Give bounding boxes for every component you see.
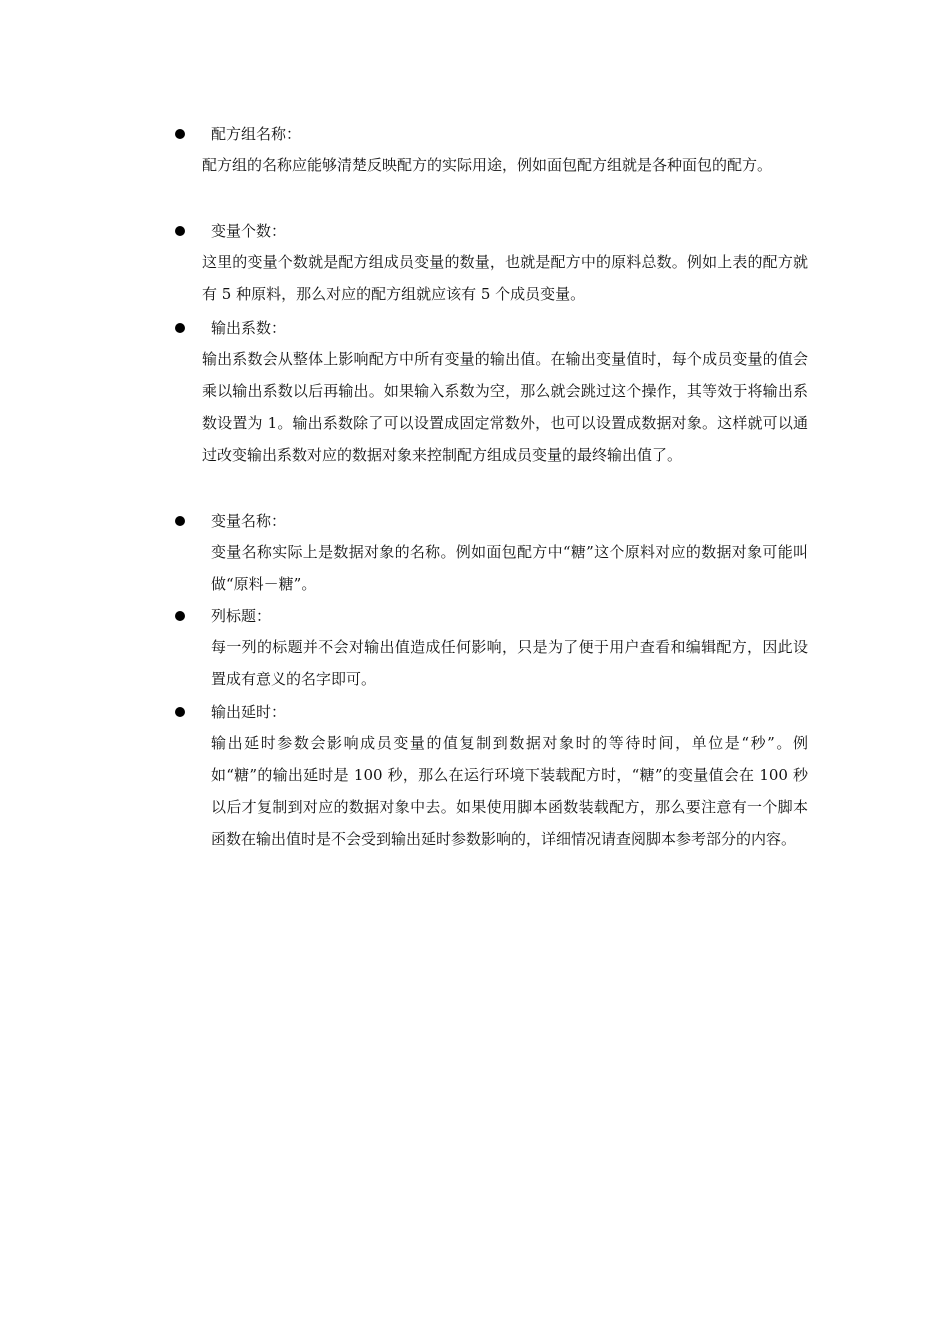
section-heading: 变量个数：	[211, 222, 287, 240]
section-body: 输出延时参数会影响成员变量的值复制到数据对象时的等待时间，单位是“秒”。例如“糖”的输出延时是 100 秒，那么在运行环境下装载配方时，“糖”的变量值会在 100 秒以后才复制到对应的数据对象中去。如果使用脚本函数装载配方，那么要注意有一个脚本函数在输出值时是不会受到输出延时参数影响的，详细情况请查阅脚本参考部分的内容。	[211, 734, 808, 848]
bullet-icon	[175, 226, 185, 236]
section-body: 配方组的名称应能够清楚反映配方的实际用途，例如面包配方组就是各种面包的配方。	[202, 156, 773, 174]
section-body: 每一列的标题并不会对输出值造成任何影响，只是为了便于用户查看和编辑配方，因此设置成有意义的名字即可。	[211, 638, 808, 688]
section-heading: 输出延时：	[211, 703, 287, 721]
bullet-icon	[175, 516, 185, 526]
section-heading: 输出系数：	[211, 319, 287, 337]
section-heading: 配方组名称：	[211, 125, 302, 143]
bullet-icon	[175, 323, 185, 333]
section-heading: 列标题：	[211, 607, 272, 625]
section-body: 这里的变量个数就是配方组成员变量的数量，也就是配方中的原料总数。例如上表的配方就有 5 种原料，那么对应的配方组就应该有 5 个成员变量。	[202, 253, 808, 303]
bullet-icon	[175, 611, 185, 621]
section-body: 输出系数会从整体上影响配方中所有变量的输出值。在输出变量值时，每个成员变量的值会乘以输出系数以后再输出。如果输入系数为空，那么就会跳过这个操作，其等效于将输出系数设置为 1。输出系数除了可以设置成固定常数外，也可以设置成数据对象。这样就可以通过改变输出系数对应的数据对象来控制配方组成员变量的最终输出值了。	[202, 350, 808, 464]
bullet-icon	[175, 129, 185, 139]
section-body: 变量名称实际上是数据对象的名称。例如面包配方中“糖”这个原料对应的数据对象可能叫做“原料－糖”。	[211, 543, 808, 593]
section-heading: 变量名称：	[211, 512, 287, 530]
bullet-icon	[175, 707, 185, 717]
